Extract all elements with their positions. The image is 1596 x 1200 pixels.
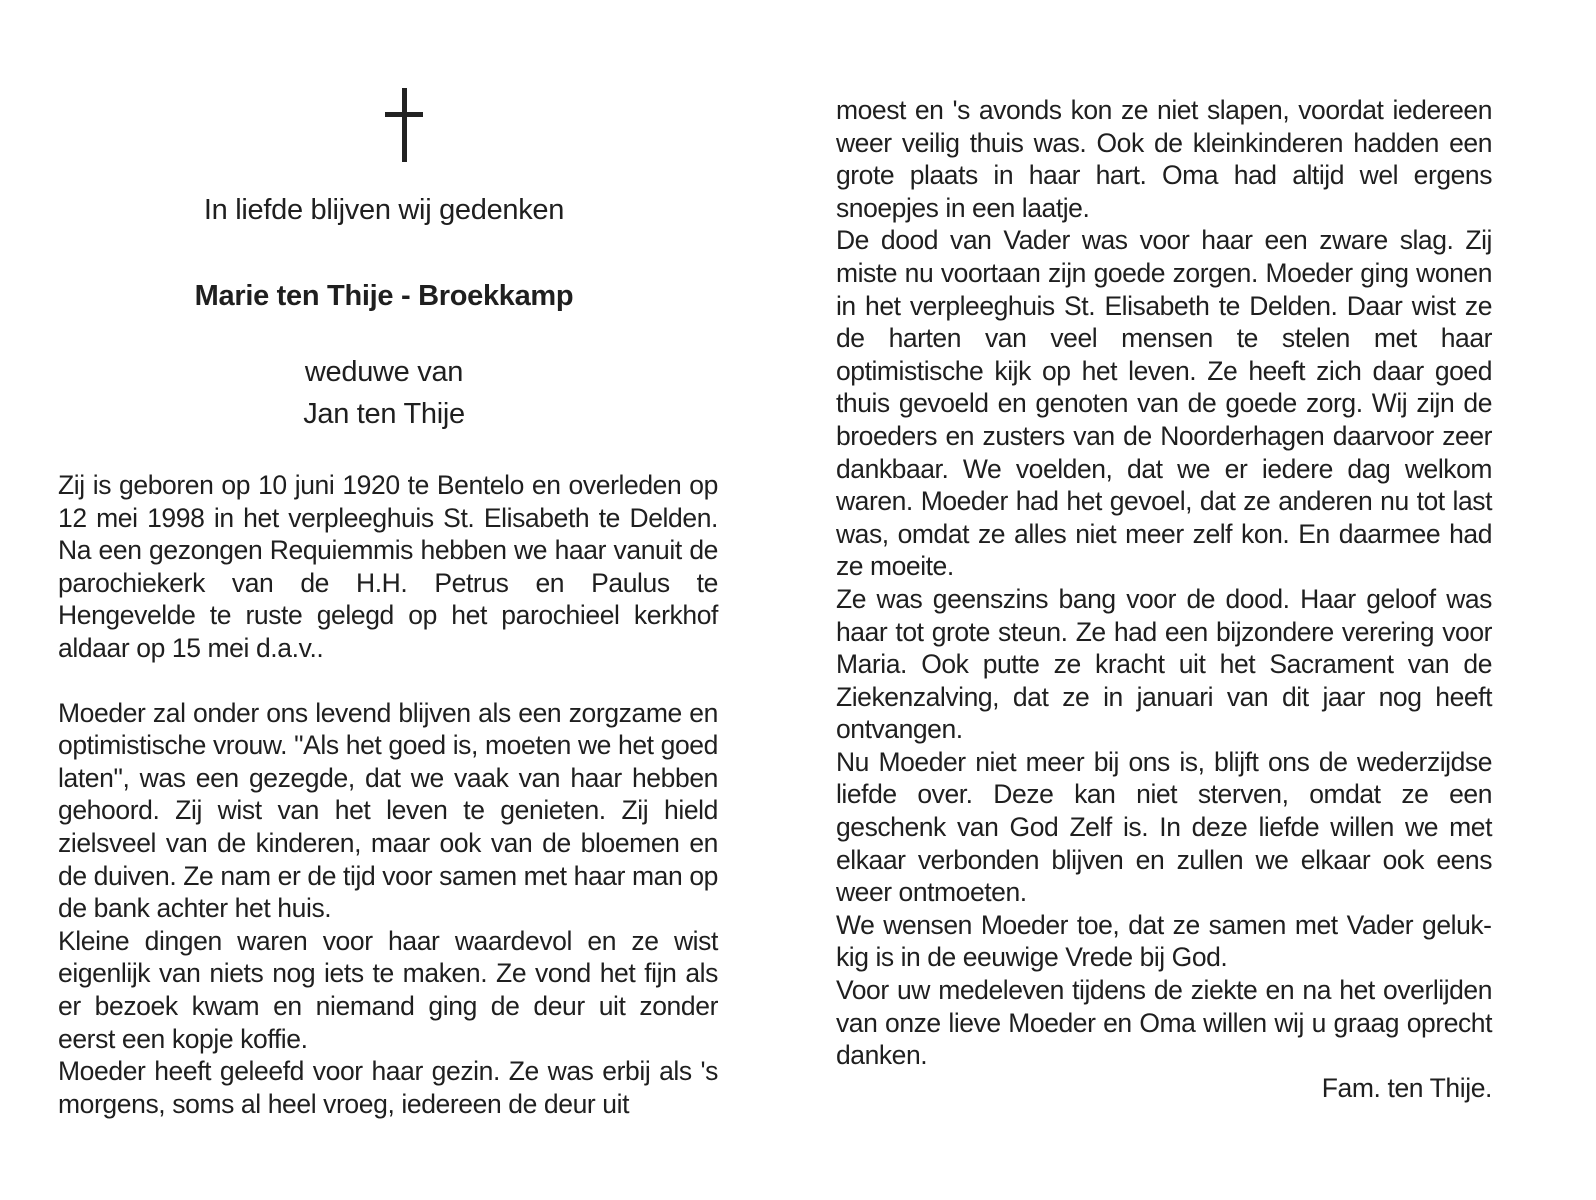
intro-line: In liefde blijven wij gedenken: [203, 194, 565, 226]
thanks-paragraph: Voor uw medeleven tijdens de ziekte en na het overlijden van onze lieve Moeder en Oma willen wij u graag oprecht danken.: [836, 975, 1492, 1071]
biography-paragraph: moest en 's avonds kon ze niet slapen, voordat iedereen weer veilig thuis was. Ook de kleinkinderen hadden een grote plaats in haar hart. Oma had altijd wel ergens snoepjes in een laatje.: [836, 95, 1492, 223]
left-column: [58, 88, 718, 1120]
biography-paragraph: Ze was geenszins bang voor de dood. Haar geloof was haar tot grote steun. Ze had een bijzondere verering voor Maria. Ook putte ze kracht uit het Sacrament van de Ziekenzalving, dat ze in januari van dit jaar nog heeft ontvangen.: [836, 583, 1492, 745]
deceased-name: Marie ten Thije - Broekkamp: [194, 280, 574, 312]
biography-paragraph: Moeder heeft geleefd voor haar gezin. Ze was erbij als 's morgens, soms al heel vroeg, iedereen de deur uit: [58, 1056, 718, 1119]
family-signature: Fam. ten Thije.: [1321, 1072, 1492, 1103]
widow-of-label: weduwe van: [304, 356, 464, 388]
right-column: [836, 94, 1492, 1104]
biography-paragraph: Kleine dingen waren voor haar waardevol en ze wist eigenlijk van niets nog iets te maken. Ze vond het fijn als er bezoek kwam en niemand ging de deur uit zonder eerst een kopje koffie.: [58, 925, 718, 1054]
widow-of-block: [58, 351, 710, 435]
spouse-name: Jan ten Thije: [303, 398, 465, 430]
biography-paragraph: Moeder zal onder ons levend blijven als een zorgzame en optimistische vrouw. "Als het goed is, moeten we het goed laten", was een gezegde, dat we vaak van haar hebben gehoord. Zij wist van het leven te genieten. Zij hield zielsveel van de kinderen, maar ook van de bloemen en de duiven. Ze nam er de tijd voor samen met haar man op de bank achter het huis.: [58, 697, 719, 924]
biography-paragraph: De dood van Vader was voor haar een zware slag. Zij miste nu voortaan zijn goede zorgen. Moeder ging wonen in het verpleeghuis St. Elisabeth te Delden. Daar wist ze de harten van veel mensen te stelen met haar optimistische kijk op het leven. Ze heeft zich daar goed thuis gevoeld en genoten van de goede zorg. Wij zijn de broeders en zusters van de Noorderhagen daarvoor zeer dankbaar. We voelden, dat we er iedere dag welkom waren. Moeder had het gevoel, dat ze anderen nu tot last was, omdat ze alles niet meer zelf kon. En daarmee had ze moeite.: [836, 225, 1492, 582]
biography-paragraph: Zij is geboren op 10 juni 1920 te Bentelo en overleden op 12 mei 1998 in het verpleeghuis St. Elisabeth te Delden. Na een gezongen Requiemmis hebben we haar vanuit de parochiekerk van de H.H. Petrus en Paulus te Hengevelde te ruste gelegd op het parochieel kerkhof aldaar op 15 mei d.a.v..: [58, 470, 718, 663]
biography-paragraph: Nu Moeder niet meer bij ons is, blijft ons de wederzijdse liefde over. Deze kan niet sterven, omdat ze een geschenk van God Zelf is. In deze liefde willen we met elkaar verbonden blijven en zullen we elkaar ook eens weer ontmoeten.: [836, 746, 1492, 908]
cross-icon: [384, 88, 424, 164]
biography-paragraph: We wensen Moeder toe, dat ze samen met Vader gelukkig is in de eeuwige Vrede bij God.: [836, 909, 1492, 973]
